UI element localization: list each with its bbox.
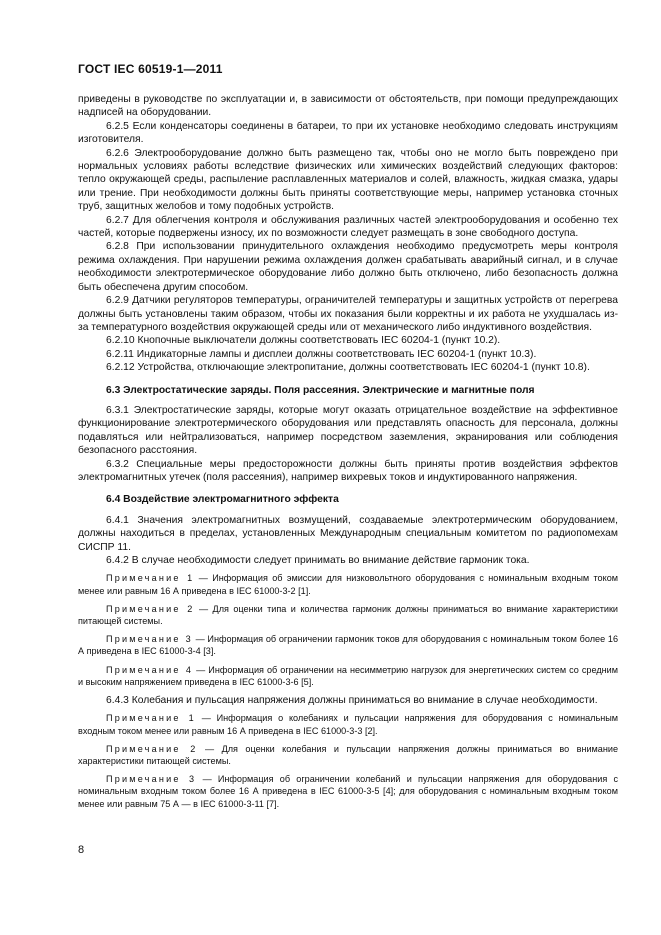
note-6-4-2-2	[78, 603, 618, 627]
section-heading-6-3: 6.3 Электростатические заряды. Поля рассеяния. Электрические и магнитные поля	[106, 384, 535, 396]
paragraph-continuation: приведены в руководстве по эксплуатации и, в зависимости от обстоятельств, при помощи предупреждающих надписей на оборудовании.	[78, 94, 618, 119]
note-text: — Информация об эмиссии для низковольтного оборудования с номинальным входным током менее или равным 16 А приведена в IEC 61000-3-2 [1].	[78, 573, 619, 596]
paragraph-6-2-7: 6.2.7 Для облегчения контроля и обслуживания различных частей электрооборудования и особенно тех частей, которые подвержены износу, их по возможности следует размещать в зоне свободного доступа.	[78, 214, 618, 240]
note-6-4-3-1	[78, 712, 618, 736]
note-label: Примечание 2	[106, 743, 198, 754]
paragraph-6-2-10: 6.2.10 Кнопочные выключатели должны соответствовать IEC 60204-1 (пункт 10.2).	[106, 335, 501, 347]
note-label: Примечание 1	[106, 713, 196, 724]
note-label: Примечание 1	[106, 573, 195, 584]
paragraph-6-2-8: 6.2.8 При использовании принудительного охлаждения необходимо предусмотреть меры контроля режима охлаждения. При нарушении режима охлаждения должен срабатывать аварийный сигнал, и в случае необходимости электротермическое оборудование либо должно быть отключено, либо безопасность должна быть обеспечена другим способом.	[78, 241, 618, 293]
paragraph-6-2-5: 6.2.5 Если конденсаторы соединены в батареи, то при их установке необходимо следовать инструкциям изготовителя.	[78, 120, 618, 146]
page-number: 8	[78, 844, 85, 856]
paragraph-6-3-1: 6.3.1 Электростатические заряды, которые могут оказать отрицательное воздействие на эффективное функционирование электротермического оборудования или представлять опасность для персонала, должны подавляться или нейтрализоваться, например посредством заземления, экранирования или соблюдения безопасного расстояния.	[78, 404, 618, 457]
note-6-4-3-2	[78, 743, 618, 767]
paragraph-6-4-3: 6.4.3 Колебания и пульсация напряжения должны приниматься во внимание в случае необходимости.	[106, 695, 598, 707]
paragraph-6-3-2: 6.3.2 Специальные меры предосторожности должны быть приняты против воздействия эффектов электромагнитных утечек (поля рассеяния), например вихревых токов и индуктированного напряжения.	[78, 458, 618, 483]
paragraph-6-4-2: 6.4.2 В случае необходимости следует принимать во внимание действие гармоник тока.	[106, 555, 530, 566]
section-heading-6-4: 6.4 Воздействие электромагнитного эффекта	[106, 494, 339, 506]
note-6-4-2-4	[78, 664, 618, 688]
note-label: Примечание 2	[106, 603, 195, 614]
note-text: — Информация о колебаниях и пульсации напряжения для оборудования с номинальным входным током менее или равным 16 А приведена в IEC 61000-3-3 [2].	[78, 713, 618, 736]
note-text: — Информация об ограничении колебаний и пульсации напряжения для оборудования с номинальным входным током более 16 А приведена в IEC 61000-3-5 [4]; для оборудования с номинальным входным током менее или равным 75 А — в IEC 61000-3-11 [7].	[78, 774, 619, 809]
paragraph-6-4-1: 6.4.1 Значения электромагнитных возмущений, создаваемые электротермическим оборудованием, должны находиться в пределах, установленных Международным специальным комитетом по радиопомехам СИСПР 11.	[78, 514, 618, 553]
note-label: Примечание 4	[106, 664, 194, 675]
note-label: Примечание 3	[106, 774, 197, 785]
document-body	[78, 93, 618, 816]
paragraph-6-2-12: 6.2.12 Устройства, отключающие электропитание, должны соответствовать IEC 60204-1 (пункт 10.8).	[106, 362, 590, 374]
note-label: Примечание 3	[106, 634, 193, 645]
note-6-4-3-3	[78, 773, 618, 810]
paragraph-6-2-11: 6.2.11 Индикаторные лампы и дисплеи должны соответствовать IEC 60204-1 (пункт 10.3).	[106, 348, 537, 360]
note-text: — Для оценки колебания и пульсации напряжения должны приниматься во внимание характеристики питающей системы.	[78, 743, 619, 767]
note-text: — Для оценки типа и количества гармоник должны приниматься во внимание характеристики питающей системы.	[78, 603, 619, 627]
paragraph-6-2-6: 6.2.6 Электрооборудование должно быть размещено так, чтобы оно не могло быть повреждено при нормальных условиях работы вследствие физических или химических воздействий следующих факторов: тепло окружающей среды, распыление расплавленных материалов и солей, влажность, жидкая смазка, удары или трение. При необходимости должны быть приняты соответствующие меры, например установка сточных труб, защитных желобов и тому подобных устройств.	[78, 147, 618, 213]
paragraph-6-2-9: 6.2.9 Датчики регуляторов температуры, ограничителей температуры и защитных устройств от перегрева должны быть установлены таким образом, чтобы их показания были корректны и их работа не ухудшалась из-за температурного воздействия окружающей среды или от механического либо индуктивного воздействия.	[78, 295, 618, 333]
document-header: ГОСТ IEC 60519-1—2011	[78, 62, 223, 76]
note-text: — Информация об ограничении на несимметрию нагрузок для энергетических систем со средним и высоким напряжением приведена в IEC 61000-3-6 [5].	[78, 664, 618, 687]
note-6-4-2-3	[78, 633, 618, 657]
note-6-4-2-1	[78, 572, 618, 596]
note-text: — Информация об ограничении гармоник токов для оборудования с номинальным током более 16 А приведена в IEC 61000-3-4 [3].	[78, 634, 619, 657]
